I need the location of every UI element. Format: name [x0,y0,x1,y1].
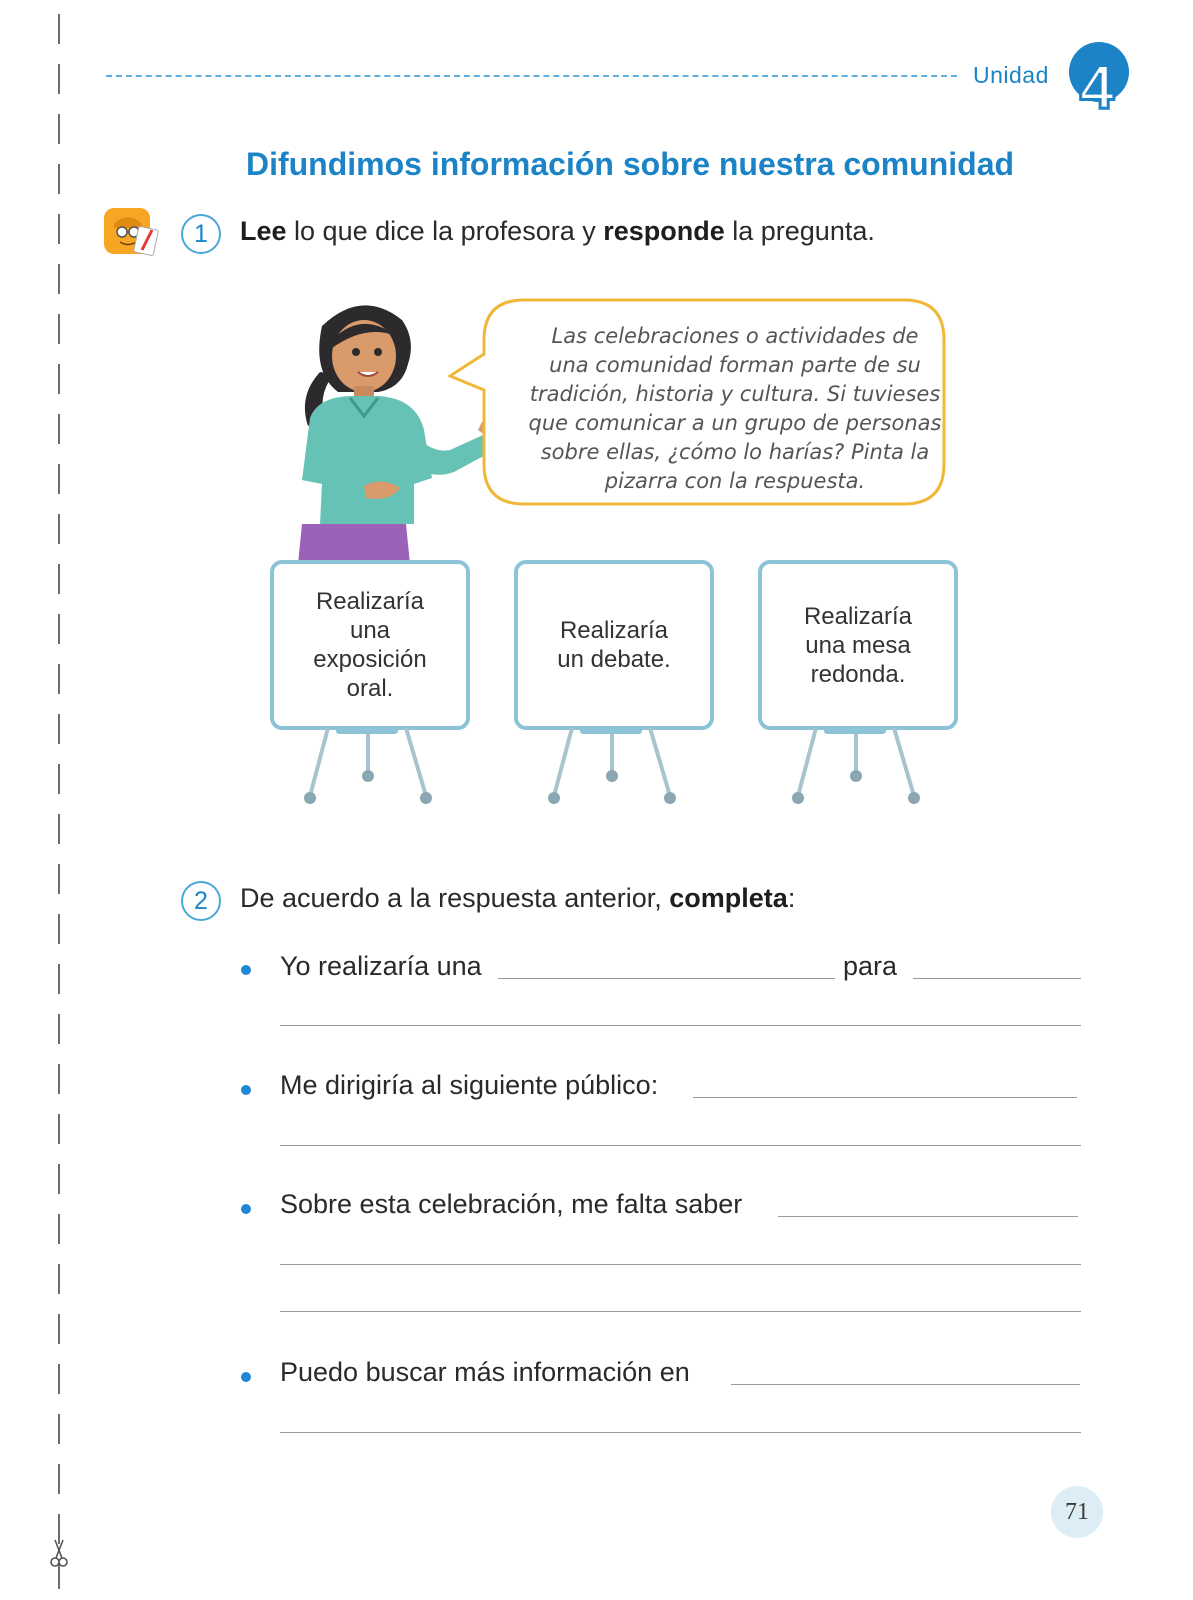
speech-line: tradición, historia y cultura. Si tuvieses [529,382,941,406]
easel-legs [270,726,470,826]
item-1-text-b: para [843,951,898,981]
speech-line: sobre ellas, ¿cómo lo harías? Pinta la [540,440,930,464]
bullet-icon [241,1372,251,1382]
header-dashed-rule [106,75,957,77]
answer-blank-1a[interactable] [498,978,835,979]
item-3-text: Sobre esta celebración, me falta saber [280,1189,743,1219]
cut-line [58,14,62,1589]
answer-blank-4b[interactable] [280,1432,1081,1433]
answer-blank-2b[interactable] [280,1145,1081,1146]
answer-blank-4a[interactable] [731,1384,1080,1385]
item-1-text-a: Yo realizaría una [280,951,482,981]
scissors-icon [47,1538,71,1568]
speech-line: pizarra con la respuesta. [604,469,866,493]
board-label: Realizaría un debate. [557,617,671,673]
answer-blank-3a[interactable] [778,1216,1078,1217]
answer-blank-1b[interactable] [913,978,1081,979]
speech-line: Las celebraciones o actividades de [551,324,919,348]
bullet-icon [241,965,251,975]
speech-line: una comunidad forman parte de su [549,353,921,377]
item-2-text: Me dirigiría al siguiente público: [280,1070,659,1100]
speech-bubble-text [520,322,950,496]
unit-number-badge [1063,36,1133,120]
activity-1-instruction: Lee lo que dice la profesora y responde la pregunta. [240,216,875,246]
unit-number: 4 [1079,53,1115,120]
speech-line: que comunicar a un grupo de personas [528,411,942,435]
easel-legs [514,726,714,826]
activity-2-instruction: De acuerdo a la respuesta anterior, completa: [240,883,796,913]
easel-legs [758,726,958,826]
bullet-icon [241,1204,251,1214]
page-title: Difundimos información sobre nuestra comunidad [245,146,1015,182]
teacher-glasses-icon [102,206,160,258]
answer-blank-3c[interactable] [280,1311,1081,1312]
board-label: Realizaría una exposición oral. [313,588,427,702]
answer-board-oral-exposition[interactable] [270,560,470,820]
answer-blank-1c[interactable] [280,1025,1081,1026]
board-label: Realizaría una mesa redonda. [803,602,913,688]
answer-blank-3b[interactable] [280,1264,1081,1265]
bullet-icon [241,1085,251,1095]
answer-blank-2a[interactable] [693,1097,1077,1098]
activity-1-number: 1 [181,214,221,254]
answer-board-round-table[interactable] [758,560,958,820]
unit-label: Unidad [973,62,1049,88]
answer-board-debate[interactable] [514,560,714,820]
item-4-text: Puedo buscar más información en [280,1357,690,1387]
page-number: 71 [1051,1486,1103,1538]
activity-2-number: 2 [181,881,221,921]
